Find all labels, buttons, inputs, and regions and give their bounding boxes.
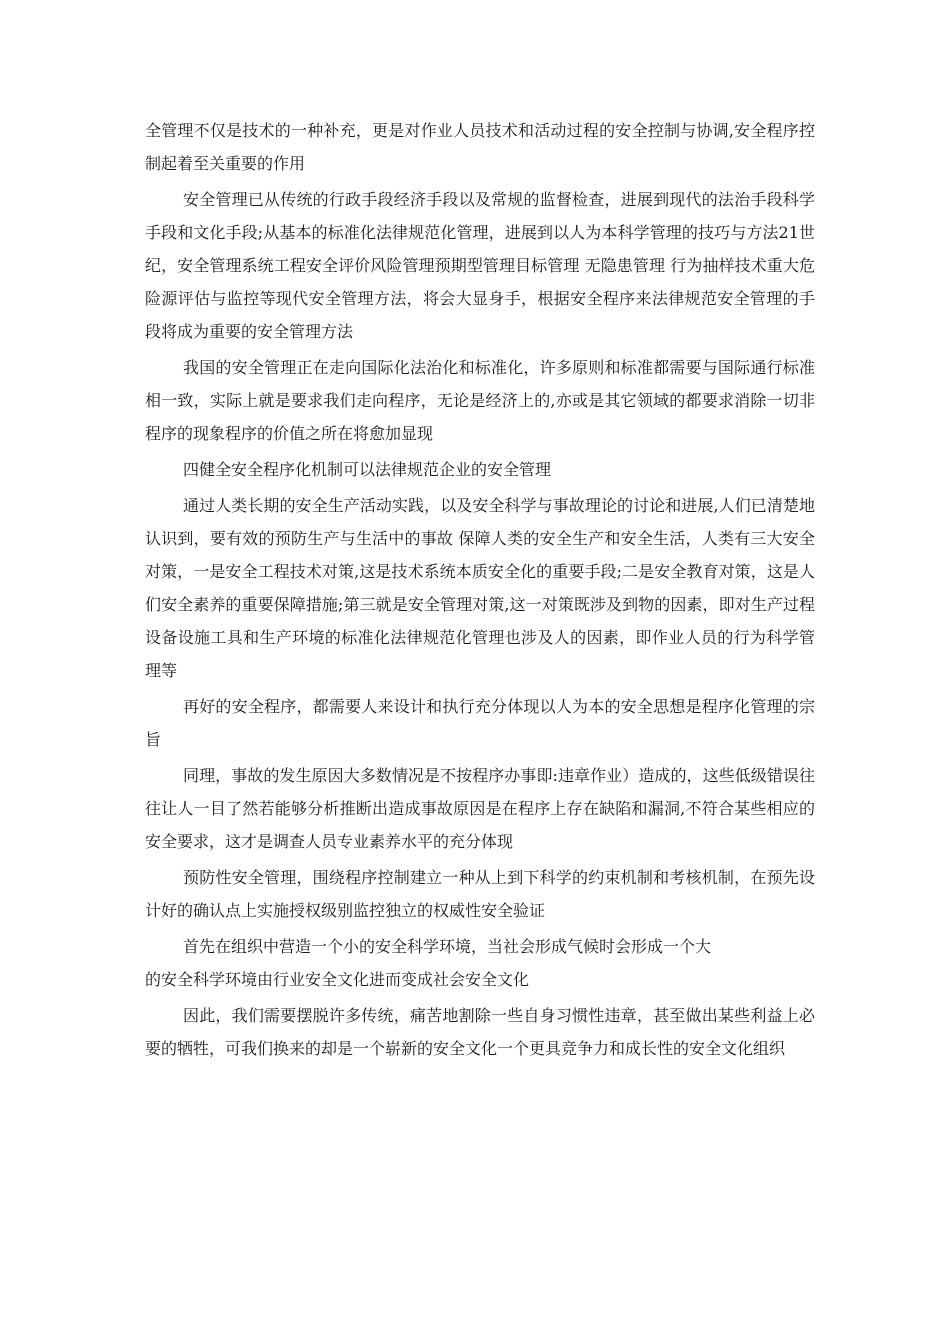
document-page (145, 114, 815, 1065)
paragraph-7: 预防性安全管理，围绕程序控制建立一种从上到下科学的约束机制和考核机制，在预先设计好的确认点上实施授权级别监控独立的权威性安全验证 (145, 868, 815, 920)
paragraph-6: 同理，事故的发生原因大多数情况是不按程序办事即:违章作业）造成的，这些低级错误往往让人一目了然若能够分析推断出造成事故原因是在程序上存在缺陷和漏洞,不符合某些相应的安全要求，这才是调查人员专业素养水平的充分体现 (145, 766, 815, 851)
section-heading: 四健全安全程序化机制可以法律规范企业的安全管理 (183, 460, 552, 479)
paragraph-8-line-1: 首先在组织中营造一个小的安全科学环境，当社会形成气候时会形成一个大 (183, 937, 712, 956)
paragraph-3: 我国的安全管理正在走向国际化法治化和标准化，许多原则和标准都需要与国际通行标准相一致，实际上就是要求我们走向程序，无论是经济上的,亦或是其它领域的都要求消除一切非程序的现象程序的价值之所在将愈加显现 (145, 358, 815, 443)
paragraph-5: 再好的安全程序，都需要人来设计和执行充分体现以人为本的安全思想是程序化管理的宗旨 (145, 697, 815, 749)
paragraph-4: 通过人类长期的安全生产活动实践，以及安全科学与事故理论的讨论和进展,人们已清楚地认识到，要有效的预防生产与生活中的事故 保障人类的安全生产和安全生活，人类有三大安全对策，一是安全工程技术对策,这是技术系统本质安全化的重要手段;二是安全教育对策，这是人们安全素养的重要保障措施;第三就是安全管理对策,这一对策既涉及到物的因素，即对生产过程设备设施工具和生产环境的标准化法律规范化管理也涉及人的因素，即作业人员的行为科学管理等 (145, 496, 815, 680)
paragraph-8-line-2: 的安全科学环境由行业安全文化进而变成社会安全文化 (145, 970, 530, 989)
paragraph-2: 安全管理已从传统的行政手段经济手段以及常规的监督检查，进展到现代的法治手段科学手段和文化手段;从基本的标准化法律规范化管理，进展到以人为本科学管理的技巧与方法21世纪，安全管理系统工程安全评价风险管理预期型管理目标管理 无隐患管理 行为抽样技术重大危险源评估与监控等现代安全管理方法，将会大显身手，根据安全程序来法律规范安全管理的手段将成为重要的安全管理方法 (145, 190, 815, 341)
paragraph-8 (145, 930, 815, 996)
paragraph-1: 全管理不仅是技术的一种补充，更是对作业人员技术和活动过程的安全控制与协调,安全程序控制起着至关重要的作用 (145, 121, 815, 173)
paragraph-9: 因此，我们需要摆脱许多传统，痛苦地割除一些自身习惯性违章，甚至做出某些利益上必要的牺牲，可我们换来的却是一个崭新的安全文化一个更具竞争力和成长性的安全文化组织 (145, 1006, 815, 1058)
